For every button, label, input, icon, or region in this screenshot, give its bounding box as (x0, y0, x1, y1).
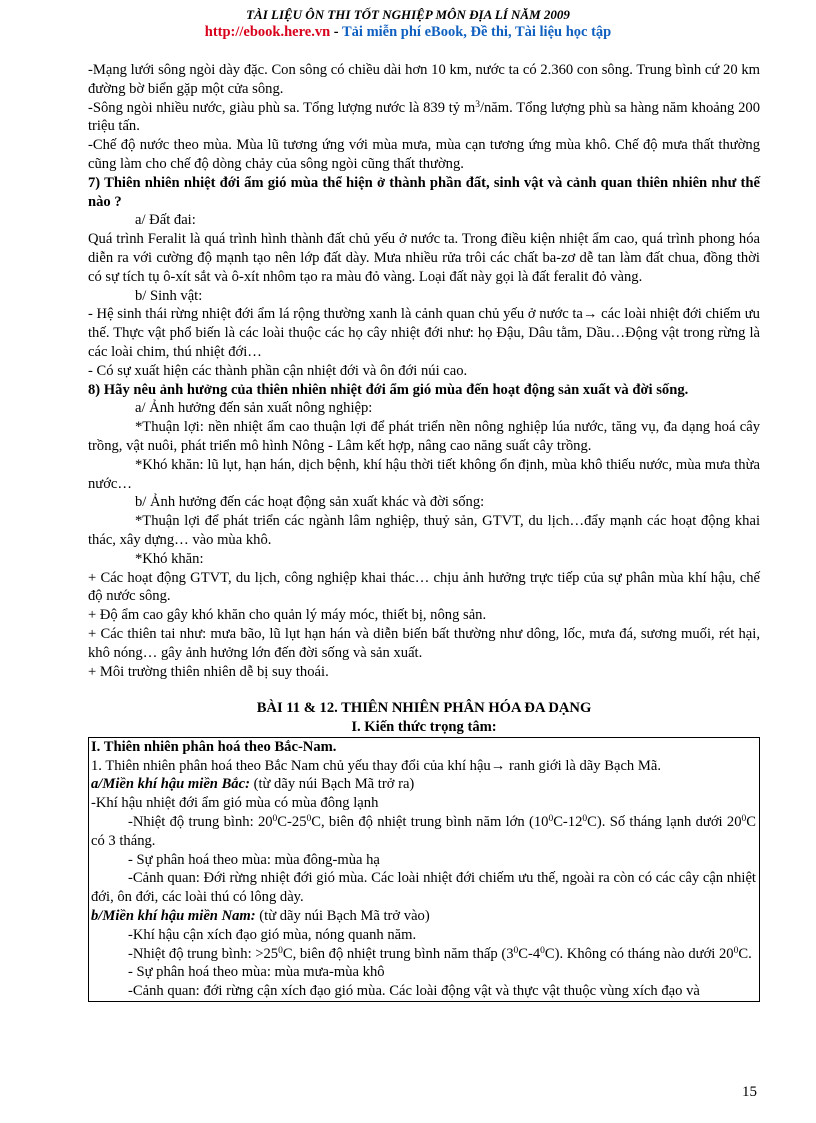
north-heading-label: a/Miền khí hậu miền Bắc: (91, 776, 250, 793)
page-number: 15 (742, 1084, 757, 1100)
cons-item-3: + Các thiên tai như: mưa bão, lũ lụt hạn hán và diễn biến bất thường như dông, lốc, mưa đá, sương muối, rét hại, khô nóng… gây ảnh hưởng lớn đến đời sống và sản xuất. (88, 625, 760, 661)
other-heading: b/ Ảnh hưởng đến các hoạt động sản xuất khác và đời sống: (135, 494, 485, 511)
ebook-link[interactable]: http://ebook.here.vn (204, 24, 331, 40)
soil-heading: a/ Đất đai: (135, 212, 196, 229)
north-heading (91, 775, 756, 794)
agri-heading: a/ Ảnh hưởng đến sản xuất nông nghiệp: (135, 400, 373, 417)
degree-sup: 0 (272, 814, 278, 825)
north-heading-note: (từ dãy núi Bạch Mã trở ra) (249, 776, 415, 793)
degree-sup: 0 (582, 814, 588, 825)
n2-a: -Nhiệt độ trung bình: 20 (128, 814, 273, 831)
agri-cons: *Khó khăn: lũ lụt, hạn hán, dịch bệnh, khí hậu thời tiết không ổn định, mùa khô thiếu nước, mùa mưa thừa nước… (88, 456, 760, 492)
south-line-2 (91, 945, 756, 964)
summary-box (88, 737, 760, 1002)
south-heading-label: b/Miền khí hậu miền Nam: (91, 908, 256, 925)
bio-paragraph-2: - Có sự xuất hiện các thành phần cận nhiệt đới và ôn đới núi cao. (88, 362, 468, 379)
s2-b: C, biên độ nhiệt trung bình năm thấp (3 (282, 945, 514, 962)
degree-sup: 0 (306, 814, 312, 825)
bio-paragraph-1 (88, 305, 760, 361)
north-line-3: - Sự phân hoá theo mùa: mùa đông-mùa hạ (128, 851, 380, 868)
river2-sup: 3 (475, 99, 480, 110)
north-line-4: -Cảnh quan: Đới rừng nhiệt đới gió mùa. Các loài nhiệt đới chiếm ưu thế, ngoài ra còn có các cây cận nhiệt đới, ôn đới, các loài thú có lông dày. (91, 870, 756, 906)
degree-sup: 0 (278, 945, 283, 956)
header-title: TÀI LIỆU ÔN THI TỐT NGHIỆP MÔN ĐỊA LÍ NĂM 2009 (246, 7, 570, 22)
arrow-icon: → (582, 306, 598, 323)
n2-b: C-25 (277, 814, 307, 831)
page-header (0, 0, 816, 42)
box-l1-text-b: ranh giới là dãy Bạch Mã. (505, 757, 661, 774)
lesson-title: BÀI 11 & 12. THIÊN NHIÊN PHÂN HÓA ĐA DẠNG (256, 700, 592, 717)
soil-body: Quá trình Feralit là quá trình hình thành đất chủ yếu ở nước ta. Trong điều kiện nhiệt ẩm cao, quá trình phong hóa diễn ra với cường độ mạnh tạo nên lớp đất dày. Mưa nhiều rửa trôi các chất ba-zơ dễ tan làm đất chua, đồng thời có sự tích tụ ô-xít sắt và ô-xít nhôm tạo ra màu đỏ vàng. Loại đất này gọi là đất feralit đỏ vàng. (88, 231, 760, 285)
n2-f: C có 3 tháng. (91, 814, 756, 849)
s2-a: -Nhiệt độ trung bình: >25 (128, 945, 279, 962)
question-7: 7) Thiên nhiên nhiệt đới ẩm gió mùa thể hiện ở thành phần đất, sinh vật và cảnh quan thiên nhiên như thế nào ? (88, 174, 760, 210)
south-line-1: -Khí hậu cận xích đạo gió mùa, nóng quanh năm. (128, 926, 417, 943)
river-paragraph-2 (88, 99, 760, 137)
river-paragraph-1: -Mạng lưới sông ngòi dày đặc. Con sông có chiều dài hơn 10 km, nước ta có 2.360 con sông. Trung bình cứ 20 km đường bờ biển gặp một cửa sông. (88, 62, 760, 97)
degree-sup: 0 (540, 945, 545, 956)
other-cons-heading: *Khó khăn: (135, 550, 204, 567)
degree-sup: 0 (741, 814, 747, 825)
agri-pros: *Thuận lợi: nền nhiệt ẩm cao thuận lợi để phát triển nền nông nghiệp lúa nước, tăng vụ, đa dạng hoá cây trồng, vật nuôi, phát triển mô hình Nông - Lâm kết hợp, nâng cao năng suất cây trồng. (88, 419, 760, 454)
degree-sup: 0 (513, 945, 519, 956)
arrow-icon: → (490, 757, 506, 774)
cons-item-2: + Độ ẩm cao gây khó khăn cho quản lý máy móc, thiết bị, nông sản. (88, 607, 487, 624)
south-heading-note: (từ dãy núi Bạch Mã trở vào) (255, 908, 430, 925)
river2-text-a: -Sông ngòi nhiều nước, giàu phù sa. Tổng lượng nước là 839 tỷ m (88, 99, 476, 116)
cons-item-4: + Môi trường thiên nhiên dễ bị suy thoái. (88, 663, 329, 680)
header-promo: Tải miễn phí eBook, Đề thi, Tài liệu học tập (342, 24, 612, 40)
bio1-text-b: các loài nhiệt đới chiếm ưu thế. Thực vật phổ biến là các loài thuộc các họ cây nhiệt đới như: họ Đậu, Dâu tằm, Dầu…Động vật trong rừng là các loài chim, thú nhiệt đới… (88, 306, 760, 360)
bio-heading: b/ Sinh vật: (135, 287, 203, 304)
header-separator: - (330, 24, 342, 40)
south-line-4: -Cảnh quan: đới rừng cận xích đạo gió mùa. Các loài động vật và thực vật thuộc vùng xích đạo và (128, 983, 700, 1000)
lesson-subtitle: I. Kiến thức trọng tâm: (351, 719, 497, 736)
s2-d: C). Không có tháng nào dưới 20 (544, 945, 734, 962)
s2-c: C-4 (518, 945, 541, 962)
header-subline (0, 23, 816, 42)
bio1-text-a: - Hệ sinh thái rừng nhiệt đới ẩm lá rộng thường xanh là cảnh quan chủ yếu ở nước ta (88, 306, 583, 323)
page-body (88, 61, 760, 1002)
other-pros: *Thuận lợi để phát triển các ngành lâm nghiệp, thuỷ sản, GTVT, du lịch…đẩy mạnh các hoạt động khai thác, xây dựng… vào mùa khô. (88, 513, 760, 548)
question-8: 8) Hãy nêu ảnh hưởng của thiên nhiên nhiệt đới ẩm gió mùa đến hoạt động sản xuất và đời sống. (88, 381, 689, 398)
degree-sup: 0 (548, 814, 554, 825)
north-line-2 (91, 813, 756, 851)
box-l1-text-a: 1. Thiên nhiên phân hoá theo Bắc Nam chủ yếu thay đổi của khí hậu (91, 757, 491, 774)
n2-e: C). Số tháng lạnh dưới 20 (587, 814, 742, 831)
box-heading: I. Thiên nhiên phân hoá theo Bắc-Nam. (91, 738, 337, 755)
river2-text-b: /năm. Tổng lượng phù sa hàng năm khoảng 200 triệu tấn. (88, 99, 760, 135)
cons-item-1: + Các hoạt động GTVT, du lịch, công nghiệp khai thác… chịu ảnh hưởng trực tiếp của sự phân mùa khí hậu, chế độ nước sông. (88, 569, 760, 605)
degree-sup: 0 (733, 945, 739, 956)
south-heading (91, 907, 756, 926)
n2-d: C-12 (553, 814, 583, 831)
n2-c: C, biên độ nhiệt trung bình năm lớn (10 (311, 814, 549, 831)
south-line-3: - Sự phân hoá theo mùa: mùa mưa-mùa khô (128, 964, 385, 981)
box-line-1 (91, 757, 756, 776)
north-line-1: -Khí hậu nhiệt đới ẩm gió mùa có mùa đông lạnh (91, 795, 379, 812)
river-paragraph-3: -Chế độ nước theo mùa. Mùa lũ tương ứng với mùa mưa, mùa cạn tương ứng mùa khô. Chế độ mưa thất thường cũng làm cho chế độ dòng chảy của sông ngòi cũng thất thường. (88, 137, 760, 172)
s2-e: C. (738, 945, 752, 962)
